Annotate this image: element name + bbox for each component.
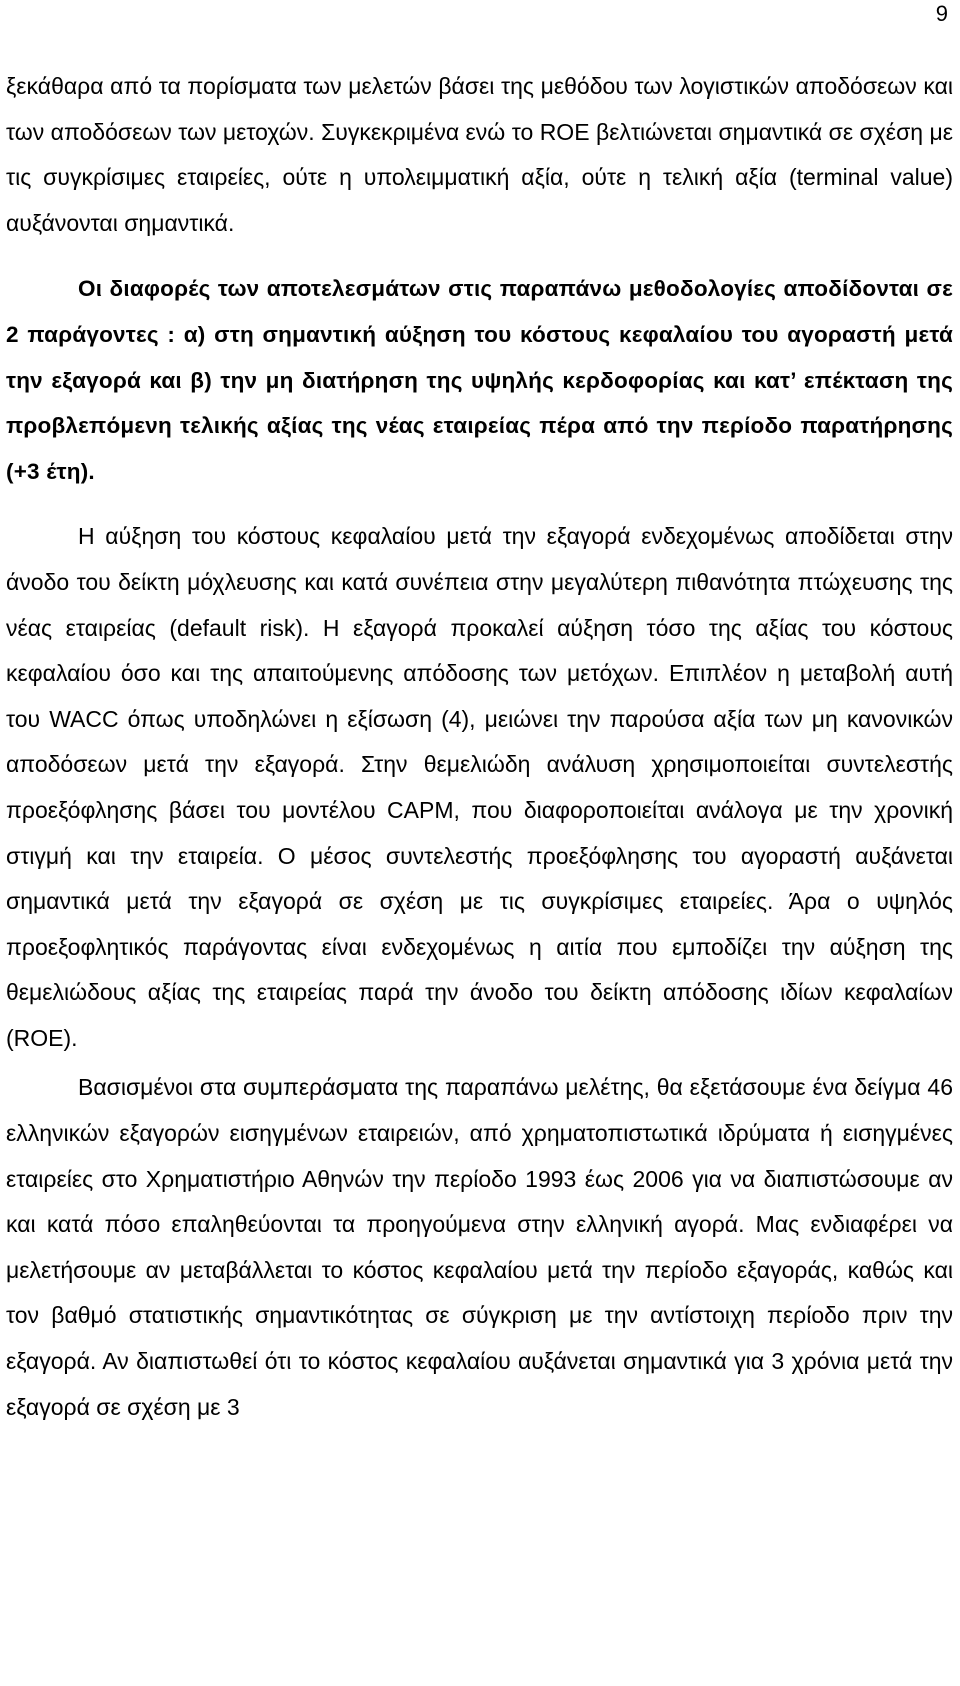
- page-number: 9: [935, 1, 948, 26]
- paragraph-continuation: ξεκάθαρα από τα πορίσματα των μελετών βάσει της μεθόδου των λογιστικών αποδόσεων και των αποδόσεων των μετοχών. Συγκεκριμένα ενώ το ROE βελτιώνεται σημαντικά σε σχέση με τις συγκρίσιμες εταιρείες, ούτε η υπολειμματική αξία, ούτε η τελική αξία (terminal value) αυξάνονται σημαντικά.: [6, 73, 953, 236]
- document-body: [6, 64, 953, 1430]
- paragraph-sample-study: Βασισμένοι στα συμπεράσματα της παραπάνω μελέτης, θα εξετάσουμε ένα δείγμα 46 ελληνικών εξαγορών εισηγμένων εταιρειών, από χρηματοπιστωτικά ιδρύματα ή εισηγμένες εταιρείες στο Χρηματιστήριο Αθηνών την περίοδο 1993 έως 2006 για να διαπιστώσουμε αν και κατά πόσο επαληθεύονται τα προηγούμενα στην ελληνική αγορά. Μας ενδιαφέρει να μελετήσουμε αν μεταβάλλεται το κόστος κεφαλαίου μετά την περίοδο εξαγοράς, καθώς και τον βαθμό στατιστικής σημαντικότητας σε σύγκριση με την αντίστοιχη περίοδο πριν την εξαγορά. Αν διαπιστωθεί ότι το κόστος κεφαλαίου αυξάνεται σημαντικά για 3 χρόνια μετά την εξαγορά σε σχέση με 3: [6, 1074, 953, 1420]
- paragraph-bold-findings: Οι διαφορές των αποτελεσμάτων στις παραπάνω μεθοδολογίες αποδίδονται σε 2 παράγοντες : α) στη σημαντική αύξηση του κόστους κεφαλαίου του αγοραστή μετά την εξαγορά και β) την μη διατήρηση της υψηλής κερδοφορίας και κατ’ επέκταση της προβλεπόμενη τελικής αξίας της νέας εταιρείας πέρα από την περίοδο παρατήρησης (+3 έτη).: [6, 276, 953, 484]
- paragraph-cost-of-capital: Η αύξηση του κόστους κεφαλαίου μετά την εξαγορά ενδεχομένως αποδίδεται στην άνοδο του δείκτη μόχλευσης και κατά συνέπεια στην μεγαλύτερη πιθανότητα πτώχευσης της νέας εταιρείας (default risk). Η εξαγορά προκαλεί αύξηση τόσο της αξίας του κόστους κεφαλαίου όσο και της απαιτούμενης απόδοσης των μετόχων. Επιπλέον η μεταβολή αυτή του WACC όπως υποδηλώνει η εξίσωση (4), μειώνει την παρούσα αξία των μη κανονικών αποδόσεων μετά την εξαγορά. Στην θεμελιώδη ανάλυση χρησιμοποιείται συντελεστής προεξόφλησης βάσει του μοντέλου CAPM, που διαφοροποιείται ανάλογα με την χρονική στιγμή και την εταιρεία. Ο μέσος συντελεστής προεξόφλησης του αγοραστή αυξάνεται σημαντικά μετά την εξαγορά σε σχέση με τις συγκρίσιμες εταιρείες. Άρα ο υψηλός προεξοφλητικός παράγοντας είναι ενδεχομένως η αιτία που εμποδίζει την αύξηση της θεμελιώδους αξίας της εταιρείας παρά την άνοδο του δείκτη απόδοσης ιδίων κεφαλαίων (ROE).: [6, 523, 953, 1051]
